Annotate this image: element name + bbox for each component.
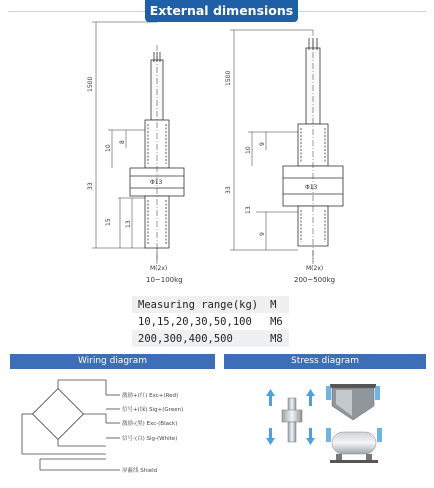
right-dim-total: 33 [225,186,232,194]
table-header-row [132,296,289,313]
table-row [132,313,289,330]
left-range-caption: 10~100kg [146,276,183,284]
table-cell-thread: M6 [264,313,289,330]
table-row [132,330,289,347]
right-diameter-label: Φ13 [305,184,318,191]
wire-label: 屏蔽线 Shield [122,468,158,474]
wiring-header-rule [10,368,215,369]
stress-header-rule [224,368,426,369]
wire-label: 激励-(黑) Exc-(Black) [122,421,178,427]
left-sensor-drawing [92,22,184,264]
left-diameter-label: Φ13 [150,179,163,186]
stress-diagram-title: Stress diagram [224,354,426,368]
right-dim-c: 13 [245,206,252,214]
left-dim-d: 15 [105,218,112,226]
left-dim-total: 33 [87,182,94,190]
table-cell-range: 200,300,400,500 [132,330,264,347]
wheatstone-bridge [33,389,84,440]
left-dim-b: 8 [119,140,126,144]
table-header-range: Measuring range(kg) [132,296,264,313]
table-cell-thread: M8 [264,330,289,347]
hopper-image [326,384,380,420]
wiring-diagram-title: Wiring diagram [10,354,215,368]
right-range-caption: 200~500kg [294,276,336,284]
table-header-thread: M [264,296,289,313]
left-dim-a: 10 [105,144,112,152]
right-dim-d: 9 [259,232,266,236]
wire-label: 激励+(红) Exc+(Red) [122,393,179,399]
page-title: External dimensions [145,0,298,22]
right-dim-b: 9 [259,142,266,146]
stress-sensor-image [282,398,302,442]
right-dim-a: 10 [245,146,252,154]
right-thread-label: M(2x) [306,265,324,272]
measuring-range-table [132,296,289,347]
tank-image [326,428,382,463]
right-cable-length: 1500 [225,70,232,86]
arrow-icon [266,389,315,445]
left-cable-length: 1500 [87,76,94,92]
wire-label: 信号+(绿) Sig+(Green) [122,407,184,413]
left-thread-label: M(2x) [150,265,168,272]
left-dim-c: 13 [125,220,132,228]
wire-label: 信号-(白) Sig-(White) [122,436,178,442]
table-cell-range: 10,15,20,30,50,100 [132,313,264,330]
